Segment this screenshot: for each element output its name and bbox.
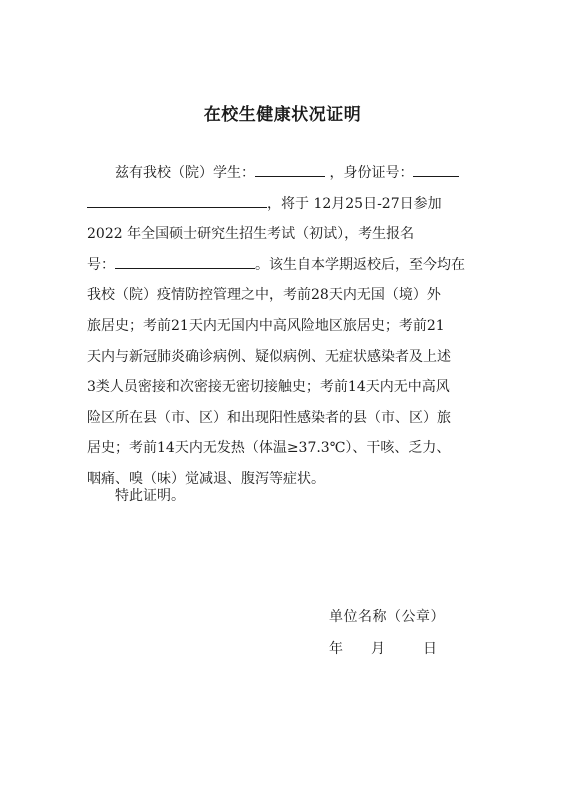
body-line-9: 险区所在县（市、区）和出现阳性感染者的县（市、区）旅 <box>87 409 451 426</box>
exam-date-text: ，将于 12月25日-27日参加 <box>267 195 442 212</box>
day-label: 日 <box>423 641 437 657</box>
body-line-5: 我校（院）疫情防控管理之中，考前28天内无国（境）外 <box>87 287 441 304</box>
year-label: 年 <box>329 641 343 657</box>
body-line-7: 天内与新冠肺炎确诊病例、疑似病例、无症状感染者及上述 <box>87 348 451 365</box>
unit-name-seal-label: 单位名称（公章） <box>329 609 445 625</box>
body-line-3: 2022 年全国硕士研究生招生考试（初试），考生报名 <box>87 226 415 243</box>
certificate-body <box>87 158 483 495</box>
body-line-6: 旅居史；考前21天内无国内中高风险地区旅居史；考前21 <box>87 317 445 334</box>
month-label: 月 <box>371 641 385 657</box>
closing-statement: 特此证明。 <box>115 488 185 504</box>
document-title: 在校生健康状况证明 <box>203 105 362 125</box>
body-line-11: 咽痛、嗅（味）觉减退、腹泻等症状。 <box>87 470 325 487</box>
student-name-blank <box>255 162 325 177</box>
id-number-blank-start <box>413 162 459 177</box>
signature-date <box>329 638 437 658</box>
registration-label: 号： <box>87 256 115 273</box>
student-label: 兹有我校（院）学生： <box>115 165 255 181</box>
body-line-10: 居史；考前14天内无发热（体温≥37.3℃）、干咳、乏力、 <box>87 440 451 457</box>
body-line-4 <box>87 250 483 281</box>
id-number-blank-end <box>87 193 267 208</box>
return-text: 。该生自本学期返校后，至今均在 <box>255 256 465 273</box>
id-label: ，身份证号： <box>325 165 414 181</box>
body-line-2 <box>87 189 483 220</box>
registration-number-blank <box>115 254 255 269</box>
body-line-8: 3类人员密接和次密接无密切接触史；考前14天内无中高风 <box>87 379 450 396</box>
body-line-1 <box>87 158 483 189</box>
